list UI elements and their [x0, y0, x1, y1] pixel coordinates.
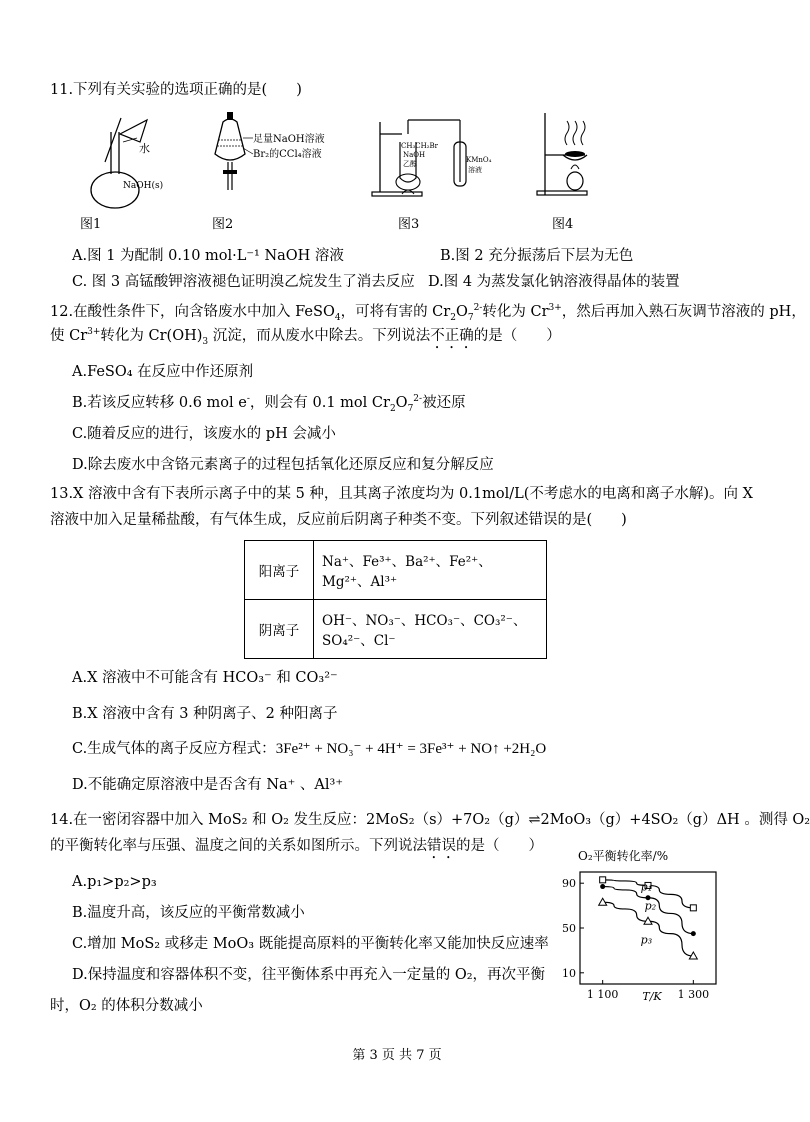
- series-label-3: p₃: [640, 933, 653, 947]
- fig3-elimination-apparatus: [372, 112, 492, 212]
- q13-stem-line2: 溶液中加入足量稀盐酸，有气体生成，反应前后阴离子种类不变。下列叙述错误的是( ): [50, 512, 627, 528]
- q14-stem-line2: 的平衡转化率与压强、温度之间的关系如图所示。下列说法错误的是（ ）: [50, 838, 543, 854]
- fig1-caption: 图1: [80, 217, 102, 232]
- data-point-p2: [691, 931, 696, 936]
- q13-option-a: A.X 溶液中不可能含有 HCO₃⁻ 和 CO₃²⁻: [72, 670, 338, 686]
- q13-option-c: C.生成气体的离子反应方程式：3Fe²⁺ + NO₃⁻ + 4H⁺ = 3Fe³⁺ + NO↑ +2H₂O: [72, 741, 547, 757]
- q14-option-d-line1: D.保持温度和容器体积不变，往平衡体系中再充入一定量的 O₂，再次平衡: [72, 967, 546, 983]
- y-tick-label: 10: [562, 966, 576, 980]
- q11-option-b: B.图 2 充分振荡后下层为无色: [440, 248, 634, 264]
- q11-option-d: D.图 4 为蒸发氯化钠溶液得晶体的装置: [428, 274, 680, 290]
- data-point-p1: [600, 877, 606, 883]
- fig3-caption: 图3: [398, 217, 420, 232]
- x-axis-label: T/K: [642, 990, 662, 1003]
- q13-option-b: B.X 溶液中含有 3 种阴离子、2 种阳离子: [72, 706, 338, 722]
- q12-option-a: A.FeSO₄ 在反应中作还原剂: [72, 364, 254, 380]
- q12-emphasis: 不正确: [430, 328, 474, 344]
- y-tick-label: 90: [562, 877, 576, 891]
- fig1-label-naoh: NaOH(s): [123, 181, 164, 191]
- fig2-separatory-funnel: [205, 110, 365, 210]
- series-label-1: p₁: [640, 880, 653, 894]
- fig4-evaporation-apparatus: [535, 105, 605, 205]
- ion-table-row-cations: [245, 541, 547, 600]
- fig3-label-naoh: NaOH: [403, 151, 426, 159]
- x-tick-label: 1 100: [586, 988, 619, 1001]
- cation-header: 阳离子: [245, 541, 314, 600]
- anion-header: 阴离子: [245, 600, 314, 659]
- fig2-label-naoh: 足量NaOH溶液: [253, 134, 325, 145]
- q14-option-a: A.p₁>p₂>p₃: [72, 874, 157, 890]
- fig2-label-br2: Br₂的CCl₄溶液: [253, 149, 322, 160]
- ion-table-row-anions: [245, 600, 547, 659]
- data-point-p2: [600, 884, 605, 889]
- conversion-chart: [558, 866, 738, 1026]
- fig3-label-kmno4: KMnO₄: [466, 156, 492, 164]
- q12-stem-line1: 12.在酸性条件下，向含铬废水中加入 FeSO$_4$，可将有害的 $Cr_2O_7^{2-}$转化为 $Cr^{3+}$，然后再加入熟石灰调节溶液的 pH，: [50, 303, 806, 323]
- fig4-caption: 图4: [552, 217, 574, 232]
- q14-stem-line1: 14.在一密闭容器中加入 MoS₂ 和 O₂ 发生反应：2MoS₂（s）+7O₂（g）⇌2MoO₃（g）+4SO₂（g）ΔH 。测得 O₂: [50, 812, 810, 828]
- fig1-volumetric-flask: [75, 112, 175, 212]
- data-point-p1: [690, 905, 696, 911]
- q14-option-c: C.增加 MoS₂ 或移走 MoO₃ 既能提高原料的平衡转化率又能加快反应速率: [72, 936, 549, 952]
- q14-option-b: B.温度升高，该反应的平衡常数减小: [72, 905, 305, 921]
- q12-stem-line2: 使 $Cr^{3+}$转化为 $Cr(OH)_3$ 沉淀，而从废水中除去。下列说法不正确的是（ ）: [50, 327, 561, 347]
- fig3-label-ch3ch2br: CH₃CH₂Br: [401, 142, 439, 150]
- q12-option-d: D.除去废水中含铬元素离子的过程包括氧化还原反应和复分解反应: [72, 457, 494, 473]
- q12-option-b: B.若该反应转移 0.6 mol e-，则会有 0.1 mol $Cr_2O_7^{2-}$被还原: [72, 394, 466, 414]
- page-footer: 第 3 页 共 7 页: [352, 1048, 442, 1063]
- q13-option-d: D.不能确定原溶液中是否含有 Na⁺ 、Al³⁺: [72, 777, 343, 793]
- q11-stem: 11.下列有关实验的选项正确的是( ): [50, 82, 302, 98]
- chart-title: O₂平衡转化率/%: [578, 849, 669, 863]
- q13-equation: 3Fe²⁺ + NO₃⁻ + 4H⁺ = 3Fe³⁺ + NO↑ +2H₂O: [275, 741, 547, 757]
- q11-option-a: A.图 1 为配制 0.10 mol·L⁻¹ NaOH 溶液: [72, 248, 344, 264]
- fig3-label-solution: 溶液: [468, 166, 482, 174]
- q13-stem-line1: 13.X 溶液中含有下表所示离子中的某 5 种，且其离子浓度均为 0.1mol/L(不考虑水的电离和离子水解)。向 X: [50, 486, 753, 502]
- cation-list: Na⁺、Fe³⁺、Ba²⁺、Fe²⁺、Mg²⁺、Al³⁺: [314, 541, 547, 600]
- q11-option-c: C. 图 3 高锰酸钾溶液褪色证明溴乙烷发生了消去反应: [72, 274, 415, 290]
- series-label-2: p₂: [644, 899, 657, 913]
- q14-emphasis: 错误: [427, 838, 456, 854]
- fig3-label-ethanol: 乙醇: [403, 160, 417, 168]
- y-tick-label: 50: [562, 922, 576, 935]
- fig2-caption: 图2: [212, 217, 234, 232]
- x-tick-label: 1 300: [677, 988, 710, 1001]
- ion-table: [244, 540, 547, 659]
- q14-option-d-line2: 时，O₂ 的体积分数减小: [50, 998, 203, 1014]
- q12-option-c: C.随着反应的进行，该废水的 pH 会减小: [72, 426, 336, 442]
- fig1-label-water: 水: [139, 142, 150, 155]
- anion-list: OH⁻、NO₃⁻、HCO₃⁻、CO₃²⁻、SO₄²⁻、Cl⁻: [314, 600, 547, 659]
